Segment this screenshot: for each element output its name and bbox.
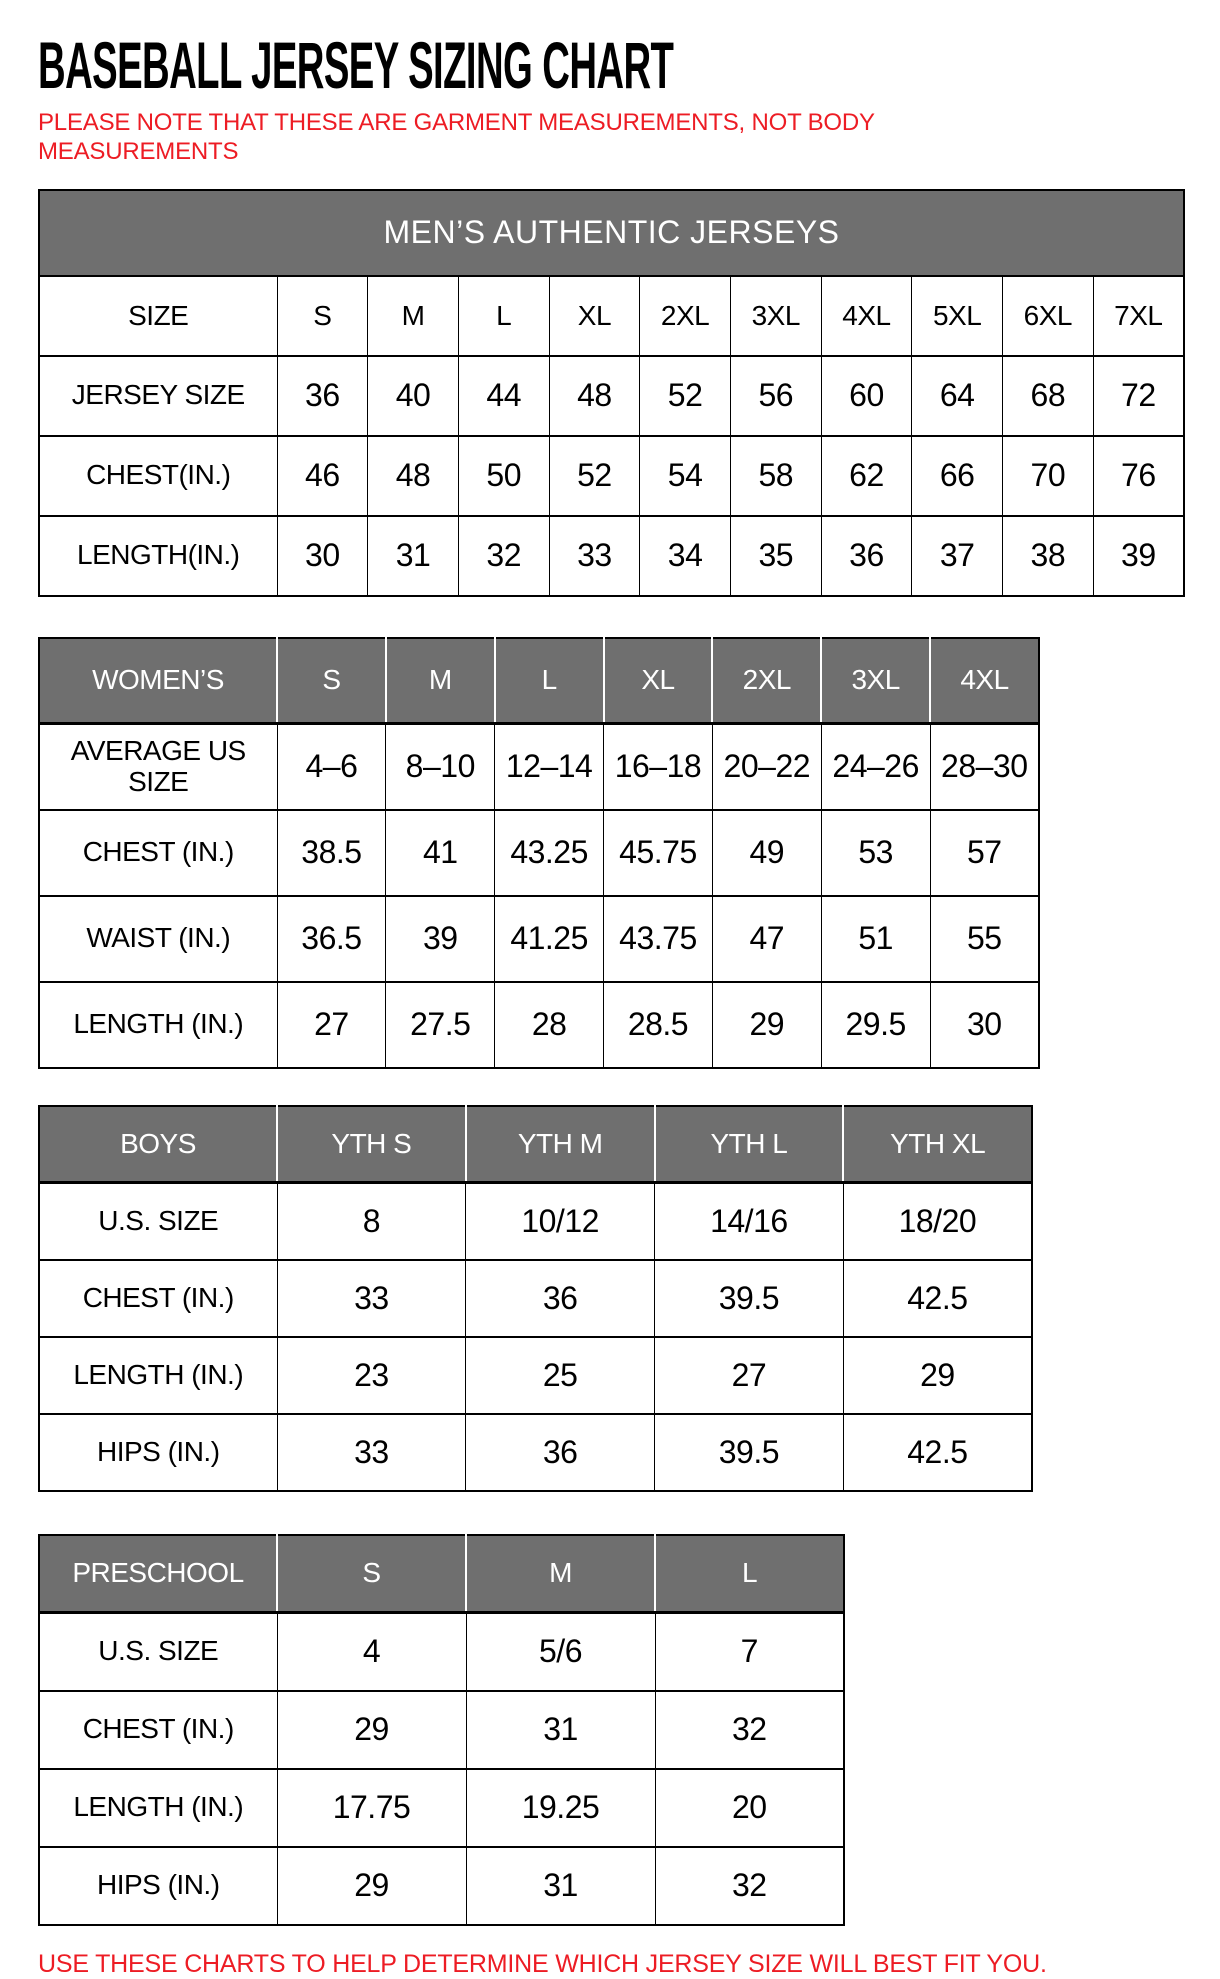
mens-value-cell: 44 xyxy=(458,356,549,436)
womens-value-cell: 43.25 xyxy=(495,810,604,896)
boys-column-header: YTH XL xyxy=(843,1106,1032,1183)
womens-value-cell: 57 xyxy=(930,810,1039,896)
womens-row-label: AVERAGE US SIZE xyxy=(39,724,277,810)
mens-column-header: S xyxy=(277,276,368,356)
boys-row-label: CHEST (IN.) xyxy=(39,1260,277,1337)
page-title: BASEBALL JERSEY SIZING CHART xyxy=(38,28,674,102)
mens-row-label: CHEST(IN.) xyxy=(39,436,277,516)
preschool-column-header: PRESCHOOL xyxy=(39,1535,277,1613)
boys-value-cell: 27 xyxy=(655,1337,844,1414)
mens-column-header: 2XL xyxy=(640,276,731,356)
boys-value-cell: 42.5 xyxy=(843,1414,1032,1491)
womens-value-cell: 28 xyxy=(495,982,604,1068)
mens-column-header: 5XL xyxy=(912,276,1003,356)
boys-value-cell: 23 xyxy=(277,1337,466,1414)
boys-column-header: YTH M xyxy=(466,1106,655,1183)
womens-column-header: L xyxy=(495,638,604,724)
womens-column-header: M xyxy=(386,638,495,724)
garment-measurement-note: PLEASE NOTE THAT THESE ARE GARMENT MEASUREMENTS, NOT BODY MEASUREMENTS xyxy=(38,109,875,166)
mens-value-cell: 36 xyxy=(277,356,368,436)
womens-value-cell: 20–22 xyxy=(712,724,821,810)
mens-column-header: 7XL xyxy=(1093,276,1184,356)
womens-value-cell: 47 xyxy=(712,896,821,982)
mens-value-cell: 58 xyxy=(730,436,821,516)
preschool-value-cell: 7 xyxy=(655,1613,844,1691)
womens-value-cell: 36.5 xyxy=(277,896,386,982)
mens-value-cell: 30 xyxy=(277,516,368,596)
womens-value-cell: 53 xyxy=(821,810,930,896)
womens-value-cell: 51 xyxy=(821,896,930,982)
boys-value-cell: 36 xyxy=(466,1414,655,1491)
mens-column-header: M xyxy=(368,276,459,356)
boys-value-cell: 10/12 xyxy=(466,1183,655,1260)
womens-value-cell: 39 xyxy=(386,896,495,982)
mens-value-cell: 34 xyxy=(640,516,731,596)
boys-sizing-table xyxy=(38,1105,1190,1492)
preschool-value-cell: 32 xyxy=(655,1847,844,1925)
mens-value-cell: 36 xyxy=(821,516,912,596)
womens-table xyxy=(38,637,1040,1069)
preschool-value-cell: 5/6 xyxy=(466,1613,655,1691)
mens-row-label: LENGTH(IN.) xyxy=(39,516,277,596)
mens-column-header: SIZE xyxy=(39,276,277,356)
mens-column-header: 6XL xyxy=(1003,276,1094,356)
preschool-data-row xyxy=(39,1847,844,1925)
boys-row-label: LENGTH (IN.) xyxy=(39,1337,277,1414)
preschool-value-cell: 17.75 xyxy=(277,1769,466,1847)
mens-value-cell: 64 xyxy=(912,356,1003,436)
mens-value-cell: 60 xyxy=(821,356,912,436)
preschool-header-row xyxy=(39,1535,844,1613)
womens-value-cell: 27 xyxy=(277,982,386,1068)
womens-column-header: 3XL xyxy=(821,638,930,724)
boys-value-cell: 29 xyxy=(843,1337,1032,1414)
boys-value-cell: 14/16 xyxy=(655,1183,844,1260)
womens-data-row xyxy=(39,724,1039,810)
boys-row-label: U.S. SIZE xyxy=(39,1183,277,1260)
mens-value-cell: 66 xyxy=(912,436,1003,516)
boys-value-cell: 25 xyxy=(466,1337,655,1414)
boys-header-row xyxy=(39,1106,1032,1183)
boys-data-row xyxy=(39,1337,1032,1414)
boys-value-cell: 42.5 xyxy=(843,1260,1032,1337)
preschool-value-cell: 20 xyxy=(655,1769,844,1847)
mens-authentic-jerseys-table xyxy=(38,189,1190,597)
preschool-sizing-table xyxy=(38,1534,1190,1926)
womens-value-cell: 28–30 xyxy=(930,724,1039,810)
womens-data-row xyxy=(39,810,1039,896)
womens-column-header: WOMEN’S xyxy=(39,638,277,724)
womens-column-header: S xyxy=(277,638,386,724)
mens-value-cell: 50 xyxy=(458,436,549,516)
mens-value-cell: 39 xyxy=(1093,516,1184,596)
boys-row-label: HIPS (IN.) xyxy=(39,1414,277,1491)
preschool-value-cell: 31 xyxy=(466,1691,655,1769)
preschool-row-label: HIPS (IN.) xyxy=(39,1847,277,1925)
mens-value-cell: 48 xyxy=(368,436,459,516)
mens-table xyxy=(38,189,1185,597)
mens-header-row xyxy=(39,276,1184,356)
preschool-value-cell: 29 xyxy=(277,1691,466,1769)
preschool-value-cell: 29 xyxy=(277,1847,466,1925)
womens-data-row xyxy=(39,896,1039,982)
womens-value-cell: 41 xyxy=(386,810,495,896)
boys-value-cell: 39.5 xyxy=(655,1260,844,1337)
womens-sizing-table xyxy=(38,637,1190,1069)
boys-value-cell: 33 xyxy=(277,1414,466,1491)
womens-row-label: LENGTH (IN.) xyxy=(39,982,277,1068)
preschool-column-header: M xyxy=(466,1535,655,1613)
boys-data-row xyxy=(39,1414,1032,1491)
womens-value-cell: 43.75 xyxy=(604,896,713,982)
mens-column-header: 4XL xyxy=(821,276,912,356)
mens-value-cell: 40 xyxy=(368,356,459,436)
preschool-table xyxy=(38,1534,845,1926)
womens-value-cell: 41.25 xyxy=(495,896,604,982)
mens-value-cell: 76 xyxy=(1093,436,1184,516)
preschool-data-row xyxy=(39,1691,844,1769)
mens-value-cell: 38 xyxy=(1003,516,1094,596)
womens-value-cell: 24–26 xyxy=(821,724,930,810)
preschool-column-header: S xyxy=(277,1535,466,1613)
womens-value-cell: 45.75 xyxy=(604,810,713,896)
boys-value-cell: 33 xyxy=(277,1260,466,1337)
boys-data-row xyxy=(39,1260,1032,1337)
mens-value-cell: 56 xyxy=(730,356,821,436)
preschool-row-label: CHEST (IN.) xyxy=(39,1691,277,1769)
preschool-value-cell: 31 xyxy=(466,1847,655,1925)
preschool-row-label: LENGTH (IN.) xyxy=(39,1769,277,1847)
womens-value-cell: 8–10 xyxy=(386,724,495,810)
mens-data-row xyxy=(39,516,1184,596)
boys-value-cell: 8 xyxy=(277,1183,466,1260)
boys-column-header: YTH L xyxy=(655,1106,844,1183)
mens-value-cell: 70 xyxy=(1003,436,1094,516)
womens-value-cell: 49 xyxy=(712,810,821,896)
womens-value-cell: 27.5 xyxy=(386,982,495,1068)
mens-banner: MEN’S AUTHENTIC JERSEYS xyxy=(39,190,1184,276)
preschool-value-cell: 19.25 xyxy=(466,1769,655,1847)
mens-banner-row xyxy=(39,190,1184,276)
womens-data-row xyxy=(39,982,1039,1068)
womens-value-cell: 38.5 xyxy=(277,810,386,896)
mens-value-cell: 54 xyxy=(640,436,731,516)
chart-usage-footer: USE THESE CHARTS TO HELP DETERMINE WHICH JERSEY SIZE WILL BEST FIT YOU. xyxy=(38,1949,1047,1978)
mens-value-cell: 72 xyxy=(1093,356,1184,436)
mens-value-cell: 33 xyxy=(549,516,640,596)
mens-value-cell: 52 xyxy=(640,356,731,436)
mens-row-label: JERSEY SIZE xyxy=(39,356,277,436)
womens-value-cell: 30 xyxy=(930,982,1039,1068)
boys-value-cell: 39.5 xyxy=(655,1414,844,1491)
mens-data-row xyxy=(39,356,1184,436)
mens-value-cell: 52 xyxy=(549,436,640,516)
boys-column-header: YTH S xyxy=(277,1106,466,1183)
mens-value-cell: 46 xyxy=(277,436,368,516)
mens-column-header: 3XL xyxy=(730,276,821,356)
boys-value-cell: 36 xyxy=(466,1260,655,1337)
womens-value-cell: 4–6 xyxy=(277,724,386,810)
mens-value-cell: 48 xyxy=(549,356,640,436)
womens-row-label: CHEST (IN.) xyxy=(39,810,277,896)
womens-column-header: 4XL xyxy=(930,638,1039,724)
mens-value-cell: 37 xyxy=(912,516,1003,596)
womens-value-cell: 29.5 xyxy=(821,982,930,1068)
preschool-row-label: U.S. SIZE xyxy=(39,1613,277,1691)
preschool-value-cell: 32 xyxy=(655,1691,844,1769)
womens-value-cell: 55 xyxy=(930,896,1039,982)
womens-column-header: XL xyxy=(604,638,713,724)
womens-header-row xyxy=(39,638,1039,724)
preschool-column-header: L xyxy=(655,1535,844,1613)
mens-column-header: XL xyxy=(549,276,640,356)
womens-value-cell: 29 xyxy=(712,982,821,1068)
boys-data-row xyxy=(39,1183,1032,1260)
preschool-value-cell: 4 xyxy=(277,1613,466,1691)
womens-value-cell: 12–14 xyxy=(495,724,604,810)
boys-value-cell: 18/20 xyxy=(843,1183,1032,1260)
womens-column-header: 2XL xyxy=(712,638,821,724)
mens-value-cell: 32 xyxy=(458,516,549,596)
mens-column-header: L xyxy=(458,276,549,356)
womens-value-cell: 16–18 xyxy=(604,724,713,810)
preschool-data-row xyxy=(39,1613,844,1691)
mens-data-row xyxy=(39,436,1184,516)
womens-value-cell: 28.5 xyxy=(604,982,713,1068)
boys-table xyxy=(38,1105,1033,1492)
womens-row-label: WAIST (IN.) xyxy=(39,896,277,982)
mens-value-cell: 35 xyxy=(730,516,821,596)
boys-column-header: BOYS xyxy=(39,1106,277,1183)
preschool-data-row xyxy=(39,1769,844,1847)
mens-value-cell: 68 xyxy=(1003,356,1094,436)
mens-value-cell: 62 xyxy=(821,436,912,516)
mens-value-cell: 31 xyxy=(368,516,459,596)
